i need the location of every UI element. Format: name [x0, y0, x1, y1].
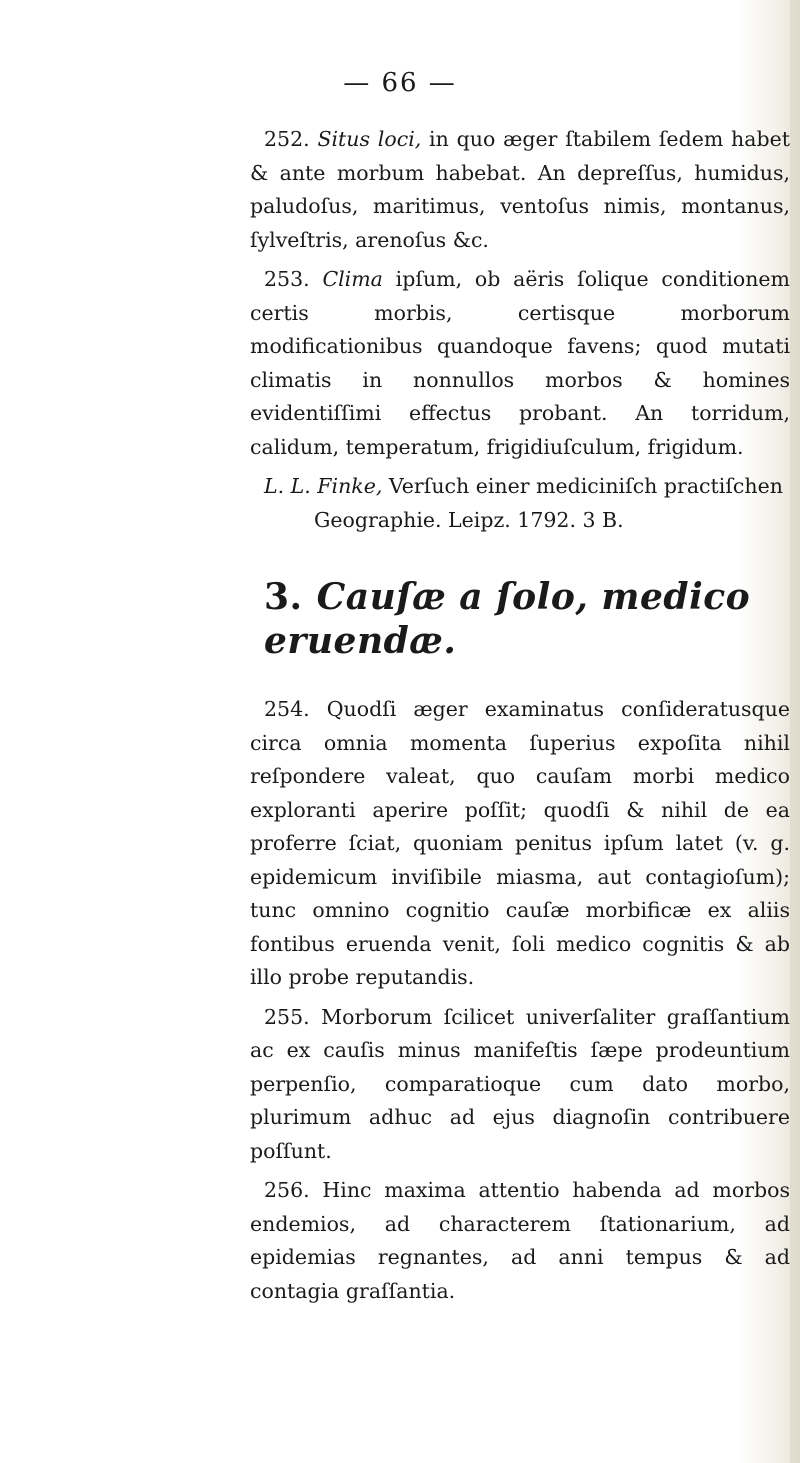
paragraph-text: Morborum ſcilicet univerſaliter graſſantium ac ex cauſis minus manifeſtis ſæpe prodeuntium perpenſio, comparatioque cum dato morbo, plurimum adhuc ad ejus diagnoſin contribuere poſſunt.: [250, 1004, 790, 1163]
citation-author: L. L. Finke,: [264, 474, 383, 498]
paragraph-252: [250, 123, 790, 257]
citation-details: Geographie. Leipz. 1792. 3 B.: [314, 507, 624, 532]
citation: [250, 470, 790, 537]
paragraph-255: [250, 1001, 790, 1169]
paragraph-text: in quo æger ſtabilem ſedem habet & ante morbum habebat. An depreſſus, humidus, paludoſus, maritimus, ventoſus nimis, montanus, ſylveſtris, arenoſus &c.: [250, 127, 790, 252]
page-edge-shadow: [790, 0, 800, 1463]
paragraph-253: [250, 263, 790, 464]
section-title: Cauſæ a ſolo, medico eruendæ.: [264, 576, 751, 662]
paragraph-text: Hinc maxima attentio habenda ad morbos endemios, ad characterem ſtationarium, ad epidemias regnantes, ad anni tempus & ad contagia graſſantia.: [250, 1178, 790, 1303]
section-heading: [250, 575, 790, 663]
paragraph-number: 256.: [264, 1178, 310, 1202]
paragraph-number: 253.: [264, 267, 310, 291]
section-number: 3.: [264, 576, 303, 618]
paragraph-number: 255.: [264, 1004, 310, 1029]
paragraph-number: 254.: [264, 697, 310, 721]
paragraph-number: 252.: [264, 127, 310, 151]
page-body: [250, 123, 790, 1308]
paragraph-256: [250, 1174, 790, 1308]
paragraph-lead: Situs loci,: [317, 127, 422, 151]
paragraph-text: Quodſi æger examinatus conſideratusque circa omnia momenta ſuperius expoſita nihil reſpondere valeat, quo cauſam morbi medico exploranti aperire poſſit; quodſi & nihil de ea proferre ſciat, quoniam penitus ipſum latet (v. g. epidemicum inviſibile miasma, aut contagioſum); tunc omnino cognitio cauſæ morbificæ ex aliis fontibus eruenda venit, ſoli medico cognitis & ab illo probe reputandis.: [250, 697, 790, 989]
page-number: — 66 —: [343, 68, 457, 98]
paragraph-lead: Clima: [322, 267, 383, 291]
paragraph-254: [250, 693, 790, 995]
citation-title: Verſuch einer mediciniſch practiſchen: [382, 474, 783, 498]
paragraph-text: ipſum, ob aëris ſolique conditionem certis morbis, certisque morborum modificationibus quandoque favens; quod mutati climatis in nonnullos morbos & homines evidentiſſimi effectus probant. An torridum, calidum, temperatum, frigidiuſculum, frigidum.: [250, 267, 790, 459]
